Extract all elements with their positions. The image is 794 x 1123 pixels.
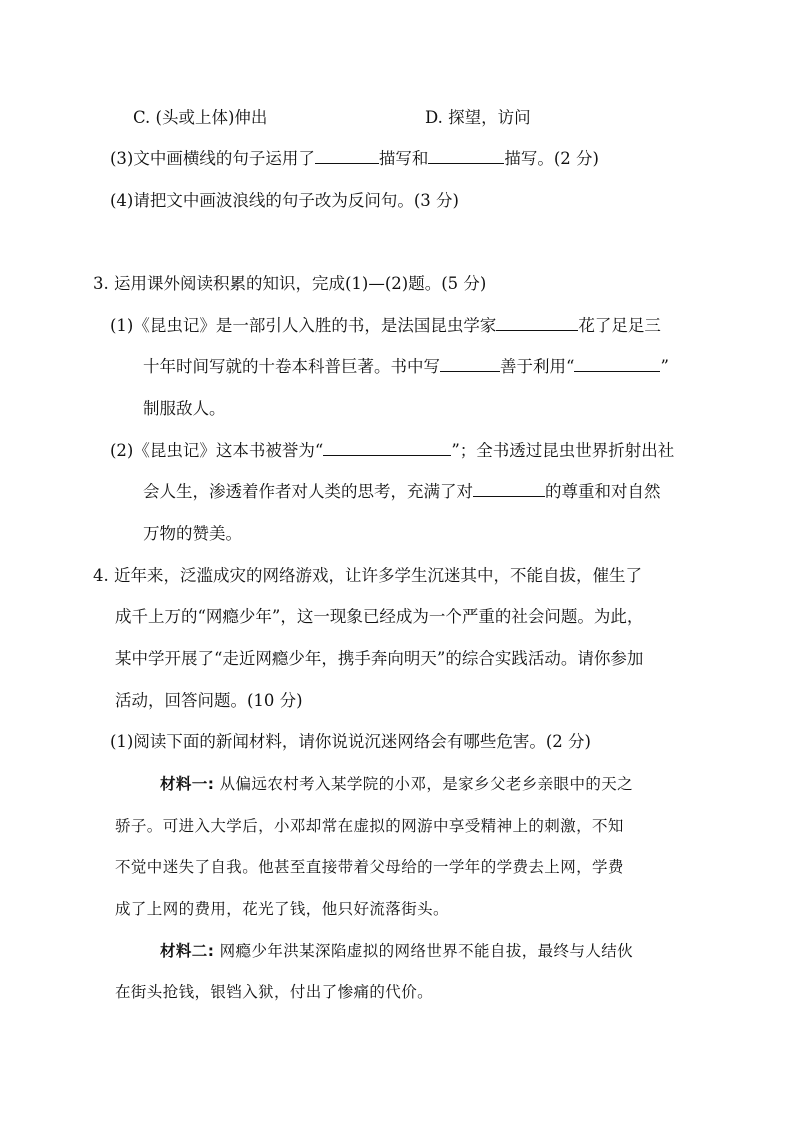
q4-stem-line2: 成千上万的“网瘾少年”，这一现象已经成为一个严重的社会问题。为此，: [115, 607, 644, 626]
q3-sub1-line2: [143, 356, 669, 378]
material-1-line1: [160, 773, 633, 795]
material-1-line4: 成了上网的费用，花光了钱，他只好流落街头。: [115, 900, 449, 918]
q3-sub2-line2: [143, 481, 661, 503]
material-1-label: 材料一:: [160, 775, 215, 793]
option-c: C. (头或上体)伸出: [133, 108, 268, 127]
material-2-label: 材料二:: [160, 942, 215, 960]
answer-blank[interactable]: [315, 148, 379, 164]
q2-sub3-text-c: 描写。(2 分): [504, 149, 599, 168]
q2-sub3-text-a: (3)文中画横线的句子运用了: [110, 149, 315, 168]
material-2-text: 网瘾少年洪某深陷虚拟的网络世界不能自拔，最终与人结伙: [214, 942, 634, 960]
material-1-line3: 不觉中迷失了自我。他甚至直接带着父母给的一学年的学费去上网，学费: [115, 858, 624, 876]
q3-sub1-text-b: 花了足足三: [578, 316, 661, 335]
q3-sub1-text-a: (1)《昆虫记》是一部引人入胜的书，是法国昆虫学家: [110, 316, 497, 335]
material-2-line1: [160, 940, 633, 962]
q3-sub1-text-e: ”: [660, 357, 669, 376]
q3-stem: 3. 运用课外阅读积累的知识，完成(1)—(2)题。(5 分): [93, 274, 487, 293]
answer-blank[interactable]: [473, 481, 545, 497]
option-d: D. 探望，访问: [425, 108, 531, 127]
q4-stem-line1: 4. 近年来，泛滥成灾的网络游戏，让许多学生沉迷其中，不能自拔，催生了: [93, 566, 642, 585]
q2-sub4: (4)请把文中画波浪线的句子改为反问句。(3 分): [110, 191, 459, 210]
q3-sub2-text-b: ”；全书透过昆虫世界折射出社: [451, 441, 675, 460]
q3-sub1-line3: 制服敌人。: [143, 399, 226, 418]
material-2-line2: 在街头抢钱，银铛入狱，付出了惨痛的代价。: [115, 983, 434, 1001]
q4-stem-line3: 某中学开展了“走近网瘾少年，携手奔向明天”的综合实践活动。请你参加: [115, 649, 644, 668]
answer-blank[interactable]: [440, 356, 500, 372]
material-1-text: 从偏远农村考入某学院的小邓，是家乡父老乡亲眼中的天之: [214, 775, 634, 793]
q3-sub2-line1: [110, 440, 674, 462]
q2-sub3: [110, 148, 599, 170]
q3-sub1-line1: [110, 315, 661, 337]
q3-sub2-text-d: 的尊重和对自然: [545, 482, 661, 501]
answer-blank[interactable]: [574, 356, 660, 372]
q4-stem-line4: 活动，回答问题。(10 分): [115, 691, 303, 710]
material-1-line2: 骄子。可进入大学后，小邓却常在虚拟的网游中享受精神上的刺激，不知: [115, 817, 624, 835]
q3-sub2-line3: 万物的赞美。: [143, 524, 242, 543]
q3-sub1-text-d: 善于利用“: [500, 357, 575, 376]
answer-blank[interactable]: [428, 148, 504, 164]
q3-sub2-text-c: 会人生，渗透着作者对人类的思考，充满了对: [143, 482, 473, 501]
q3-sub1-text-c: 十年时间写就的十卷本科普巨著。书中写: [143, 357, 440, 376]
answer-blank[interactable]: [323, 440, 451, 456]
q2-sub3-text-b: 描写和: [378, 149, 429, 168]
q4-sub1: (1)阅读下面的新闻材料，请你说说沉迷网络会有哪些危害。(2 分): [110, 732, 591, 751]
answer-blank[interactable]: [496, 315, 578, 331]
q3-sub2-text-a: (2)《昆虫记》这本书被誉为“: [110, 441, 324, 460]
